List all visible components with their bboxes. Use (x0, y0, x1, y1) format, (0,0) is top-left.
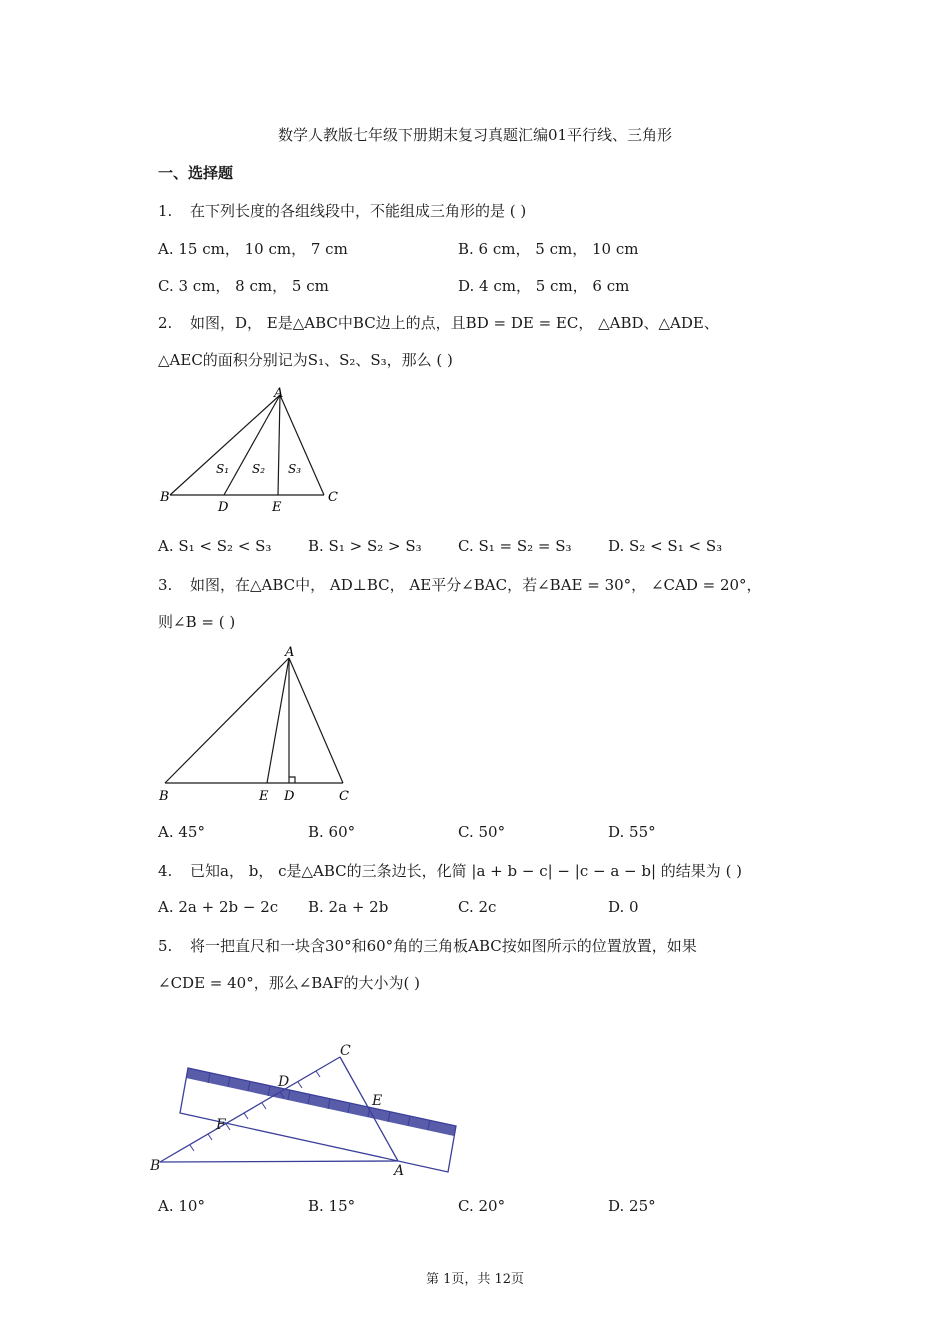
q1-option-b[interactable]: B. 6 cm， 5 cm， 10 cm (458, 240, 639, 258)
q1-option-d[interactable]: D. 4 cm， 5 cm， 6 cm (458, 277, 630, 295)
label-c: C (340, 1043, 351, 1059)
question-text: 已知a， b， c是△ABC的三条边长，化简 |a + b − c| − |c − a − b| 的结果为 ( ) (190, 862, 743, 880)
right-angle-mark (289, 777, 295, 783)
page-title: 数学人教版七年级下册期末复习真题汇编01平行线、三角形 (277, 126, 673, 144)
q4-option-a[interactable]: A. 2a + 2b − 2c (158, 898, 279, 916)
line-ac (280, 395, 324, 495)
question-2 (158, 312, 719, 333)
q1-option-a[interactable]: A. 15 cm， 10 cm， 7 cm (158, 240, 348, 258)
label-b: B (150, 1158, 161, 1174)
q5-option-a[interactable]: A. 10° (158, 1197, 205, 1215)
label-e: E (372, 1093, 383, 1109)
q2-option-b[interactable]: B. S₁ > S₂ > S₃ (308, 537, 422, 555)
q2-option-c[interactable]: C. S₁ = S₂ = S₃ (458, 537, 572, 555)
question-number: 2. (158, 314, 173, 332)
line-ac (289, 658, 343, 783)
label-c: C (339, 789, 349, 804)
q4-option-b[interactable]: B. 2a + 2b (308, 898, 389, 916)
q4-option-c[interactable]: C. 2c (458, 898, 497, 916)
section-heading: 一、选择题 (158, 164, 234, 182)
question-3 (158, 574, 762, 595)
label-d: D (278, 1074, 290, 1090)
q5-ruler-triangle-figure (150, 1035, 470, 1180)
question-5-line-2: ∠CDE = 40°，那么∠BAF的大小为( ) (158, 974, 421, 992)
question-text-line-1: 如图，D， E是△ABC中BC边上的点，且BD = DE = EC， △ABD、△ADE、 (190, 314, 719, 332)
q3-triangle-figure (155, 640, 365, 810)
question-5 (158, 935, 697, 956)
q3-option-d[interactable]: D. 55° (608, 823, 656, 841)
question-4 (158, 860, 742, 881)
q2-option-d[interactable]: D. S₂ < S₁ < S₃ (608, 537, 723, 555)
label-s3: S₃ (288, 462, 302, 476)
question-number: 5. (158, 937, 173, 955)
question-3-line-2: 则∠B = ( ) (158, 613, 236, 631)
question-2-line-2: △AEC的面积分别记为S₁、S₂、S₃，那么 ( ) (158, 351, 453, 369)
label-e: E (272, 500, 282, 515)
label-f: F (216, 1117, 226, 1133)
label-a: A (285, 645, 295, 660)
line-ad (224, 395, 280, 495)
question-number: 4. (158, 862, 173, 880)
q4-option-d[interactable]: D. 0 (608, 898, 639, 916)
label-a: A (274, 386, 284, 401)
label-e: E (259, 789, 269, 804)
label-c: C (328, 490, 338, 505)
question-text-line-1: 将一把直尺和一块含30°和60°角的三角板ABC按如图所示的位置放置，如果 (190, 937, 697, 955)
q3-option-c[interactable]: C. 50° (458, 823, 506, 841)
line-ae (278, 395, 280, 495)
label-d: D (284, 789, 295, 804)
label-s2: S₂ (252, 462, 266, 476)
question-number: 3. (158, 576, 173, 594)
q5-option-d[interactable]: D. 25° (608, 1197, 656, 1215)
page-footer: 第 1页，共 12页 (425, 1272, 525, 1287)
label-d: D (218, 500, 229, 515)
question-text-line-1: 如图，在△ABC中， AD⊥BC， AE平分∠BAC，若∠BAE = 30°， ∠CAD = 20°， (190, 576, 762, 594)
line-ba (160, 1161, 398, 1162)
q5-option-b[interactable]: B. 15° (308, 1197, 356, 1215)
q5-option-c[interactable]: C. 20° (458, 1197, 506, 1215)
question-text: 在下列长度的各组线段中，不能组成三角形的是 ( ) (190, 202, 527, 220)
q1-option-c[interactable]: C. 3 cm， 8 cm， 5 cm (158, 277, 329, 295)
label-a: A (394, 1163, 405, 1179)
question-1 (158, 200, 526, 221)
label-s1: S₁ (216, 462, 230, 476)
label-b: B (159, 789, 169, 804)
question-number: 1. (158, 202, 173, 220)
q2-option-a[interactable]: A. S₁ < S₂ < S₃ (158, 537, 272, 555)
label-b: B (160, 490, 170, 505)
q2-triangle-figure (158, 385, 348, 515)
q3-option-b[interactable]: B. 60° (308, 823, 356, 841)
line-ab (170, 395, 280, 495)
q3-option-a[interactable]: A. 45° (158, 823, 205, 841)
